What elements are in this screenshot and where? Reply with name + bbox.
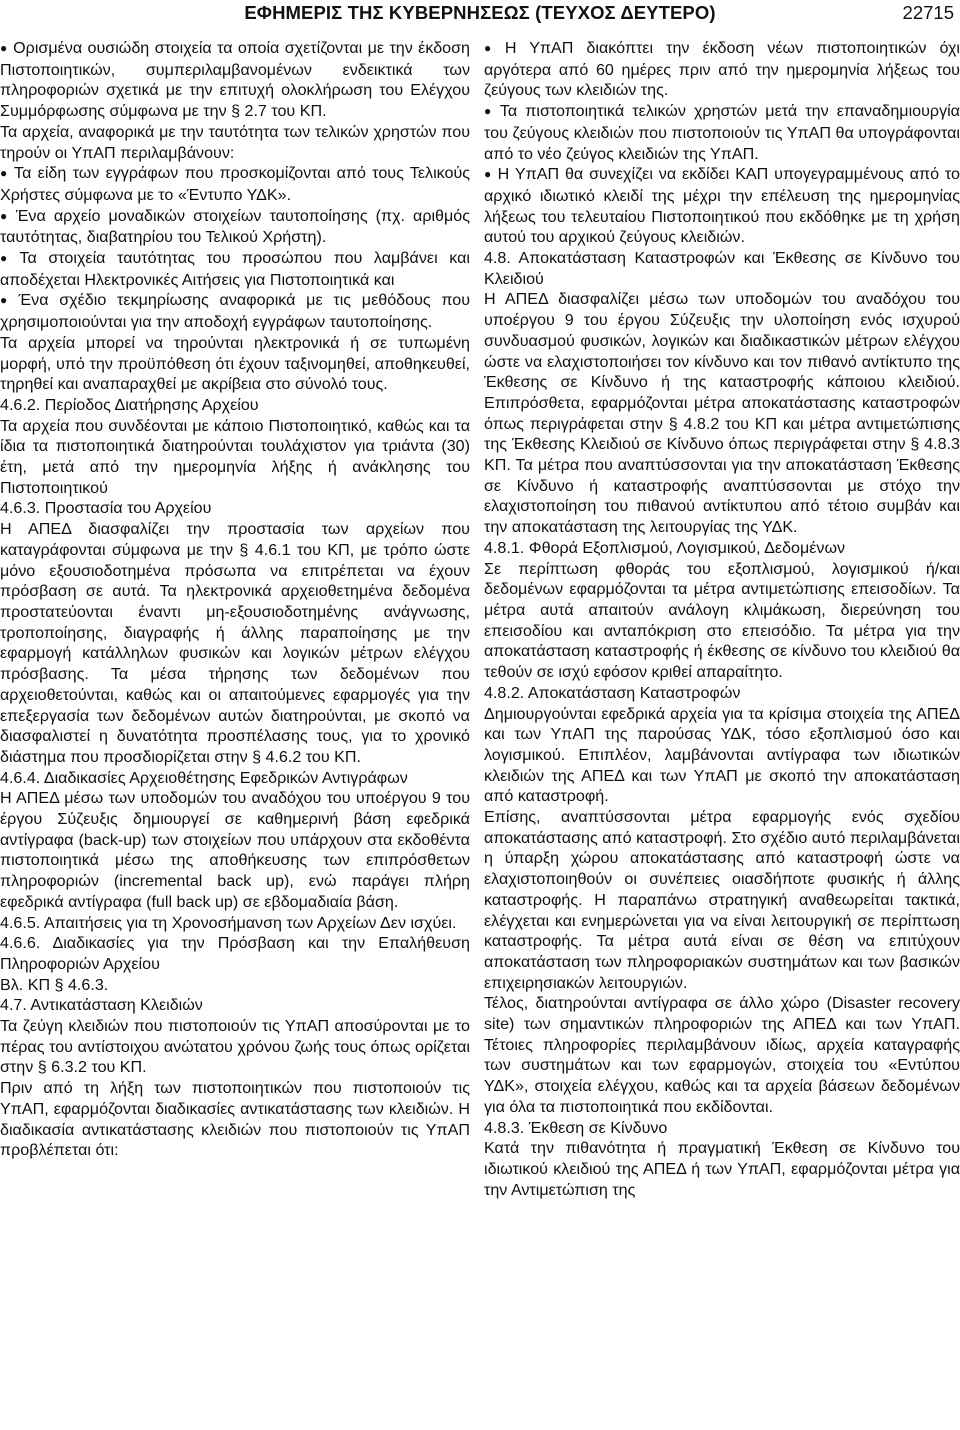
paragraph: Τα αρχεία, αναφορικά με την ταυτότητα των τελικών χρηστών που τηρούν οι ΥπΑΠ περιλαμβάνουν:	[0, 122, 470, 162]
bullet-paragraph: ● Τα πιστοποιητικά τελικών χρηστών μετά την επαναδημιουργία του ζεύγους κλειδιών που πιστοποιούν τις ΥπΑΠ θα υπογράφονται από το νέο ζεύγος κλειδιών της ΥπΑΠ.	[484, 101, 960, 164]
paragraph: 4.7. Αντικατάσταση Κλειδιών	[0, 996, 203, 1015]
bullet-paragraph: ● Ένα σχέδιο τεκμηρίωσης αναφορικά με τις μεθόδους που χρησιμοποιούνται για την αποδοχή εγγράφων ταυτοποίησης.	[0, 290, 470, 332]
paragraph: 4.6.3. Προστασία του Αρχείου	[0, 499, 212, 518]
paragraph: Δημιουργούνται εφεδρικά αρχεία για τα κρίσιμα στοιχεία της ΑΠΕΔ και των ΥπΑΠ της παρούσας ΥΔΚ, τόσο εξοπλισμού όσο και λογισμικού. Επιπλέον, λαμβάνονται αντίγραφα των ιδιωτικών κλειδιών της ΑΠΕΔ και των ΥπΑΠ με σκοπό την αποκατάσταση από καταστροφή.	[484, 704, 960, 806]
paragraph: Η ΑΠΕΔ διασφαλίζει την προστασία των αρχείων που καταγράφονται σύμφωνα με την § 4.6.1 του ΚΠ, με τρόπο ώστε μόνο εξουσιοδοτημένα πρόσωπα να επιτρέπεται να έχουν πρόσβαση σε αυτά. Τα ηλεκτρονικά αρχειοθετημένα δεδομένα προστατεύονται έναντι μη-εξουσιοδοτημένης ανάγνωσης, τροποποίησης, διαγραφής ή άλλης παραποίησης με την εφαρμογή κατάλληλων φυσικών και λογικών μέτρων ελέγχου πρόσβασης. Τα μέσα τήρησης των δεδομένων που αρχειοθετούνται, καθώς και οι απαιτούμενες εφαρμογές για την επεξεργασία των δεδομένων αυτών διατηρούνται, με σκοπό να διασφαλιστεί η δυνατότητα προσπέλασης τους, για το χρονικό διάστημα που προσδιορίζεται στην § 4.6.2 του ΚΠ.	[0, 520, 470, 766]
page-number: 22715	[902, 2, 954, 23]
gazette-title: ΕΦΗΜΕΡΙΣ ΤΗΣ ΚΥΒΕΡΝΗΣΕΩΣ (ΤΕΥΧΟΣ ΔΕΥΤΕΡΟ)	[244, 2, 716, 23]
paragraph: Η ΑΠΕΔ διασφαλίζει μέσω των υποδομών του αναδόχου του υποέργου 9 του έργου Σύζευξις την υλοποίηση ενός ισχυρού συνδυασμού φυσικών, λογικών και διαδικαστικών μέτρων ελέγχου ώστε να ελαχιστοποιήσει τον κίνδυνο και τον πιθανό αντίκτυπο της Έκθεσης σε Κίνδυνο ή της καταστροφής κάποιου κλειδιού. Επιπρόσθετα, εφαρμόζονται μέτρα αποκατάστασης καταστροφών όπως περιγράφεται στην § 4.8.2 του ΚΠ και μέτρα αντιμετώπισης της Έκθεσης Κλειδιού σε Κίνδυνο όπως περιγράφεται στην § 4.8.3 ΚΠ. Τα μέτρα που αναπτύσσονται για την αποκατάσταση Έκθεσης σε Κίνδυνο ή καταστροφής αναπτύσσονται με στόχο την ελαχιστοποίηση του πιθανού αντίκτυπου από τέτοιο συμβάν και την αποκατάσταση της λειτουργίας της ΥΔΚ.	[484, 290, 960, 537]
paragraph: 4.8.1. Φθορά Εξοπλισμού, Λογισμικού, Δεδομένων	[484, 538, 846, 557]
bullet-paragraph: ● Τα στοιχεία ταυτότητας του προσώπου που λαμβάνει και αποδέχεται Ηλεκτρονικές Αιτήσεις για Πιστοποιητικά και	[0, 248, 470, 290]
paragraph: 4.6.6. Διαδικασίες για την Πρόσβαση και την Επαλήθευση Πληροφοριών Αρχείου	[0, 934, 470, 973]
bullet-paragraph: ● Τα είδη των εγγράφων που προσκομίζονται από τους Τελικούς Χρήστες σύμφωνα με το «Έντυπο ΥΔΚ».	[0, 163, 470, 205]
paragraph: Τέλος, διατηρούνται αντίγραφα σε άλλο χώρο (Disaster recovery site) των σημαντικών πληροφοριών της ΑΠΕΔ και των ΥπΑΠ. Τέτοιες πληροφορίες περιλαμβάνουν ιδίως, αρχεία καταγραφής των συστημάτων και των εφαρμογών, στοιχεία του «Εντύπου ΥΔΚ», στοιχεία ελέγχου, καθώς και τα αρχεία βάσεων δεδομένων για όλα τα πιστοποιητικά που εκδίδονται.	[484, 994, 960, 1116]
page-header	[0, 0, 960, 30]
paragraph: 4.6.4. Διαδικασίες Αρχειοθέτησης Εφεδρικών Αντιγράφων	[0, 768, 408, 787]
paragraph: Βλ. ΚΠ § 4.6.3.	[0, 975, 109, 994]
paragraph: Κατά την πιθανότητα ή πραγματική Έκθεση σε Κίνδυνο του ιδιωτικού κλειδιού της ΑΠΕΔ ή των ΥπΑΠ, εφαρμόζονται μέτρα για την Αντιμετώπιση της	[484, 1139, 960, 1199]
paragraph: Τα αρχεία μπορεί να τηρούνται ηλεκτρονικά ή σε τυπωμένη μορφή, υπό την προϋπόθεση ότι έχουν ταξινομηθεί, αποθηκευθεί, τηρηθεί και αναπαραχθεί με ακρίβεια στο σύνολό τους.	[0, 333, 470, 394]
paragraph: Πριν από τη λήξη των πιστοποιητικών που πιστοποιούν τις ΥπΑΠ, εφαρμόζονται διαδικασίες αντικατάστασης των κλειδιών. Η διαδικασία αντικατάστασης κλειδιών που πιστοποιούν τις ΥπΑΠ προβλέπεται ότι:	[0, 1079, 470, 1160]
paragraph: 4.8.3. Έκθεση σε Κίνδυνο	[484, 1118, 668, 1137]
bullet-paragraph: ● Η ΥπΑΠ θα συνεχίζει να εκδίδει ΚΑΠ υπογεγραμμένους από το αρχικό ιδιωτικό κλειδί της μέχρι την επέλευση της ημερομηνίας λήξεως του τελευταίου Πιστοποιητικού που εκδόθηκε με τη χρήση αυτού του αρχικού ζεύγους κλειδιών.	[484, 164, 960, 248]
paragraph: Σε περίπτωση φθοράς του εξοπλισμού, λογισμικού ή/και δεδομένων εφαρμόζονται τα μέτρα αντιμετώπισης επεισοδίων. Τα μέτρα αυτά απαιτούν ανάλογη κλιμάκωση, διερεύνηση του επεισοδίου και ανταπόκριση στο επεισόδιο. Τα μέτρα για την αποκατάσταση καταστροφής ή έκθεσης σε κίνδυνο του κλειδιού θα τεθούν σε ισχύ εφόσον κριθεί απαραίτητο.	[484, 559, 960, 682]
left-column	[0, 38, 470, 1161]
right-column	[484, 38, 960, 1200]
paragraph: 4.8. Αποκατάσταση Καταστροφών και Έκθεσης σε Κίνδυνο του Κλειδιού	[484, 249, 960, 288]
paragraph: Τα αρχεία που συνδέονται με κάποιο Πιστοποιητικό, καθώς και τα ίδια τα πιστοποιητικά διατηρούνται τουλάχιστον για τριάντα (30) έτη, μετά από την ημερομηνία λήξης ή ανάκλησης του Πιστοποιητικού	[0, 416, 470, 497]
bullet-paragraph: ● Ένα αρχείο μοναδικών στοιχείων ταυτοποίησης (πχ. αριθμός ταυτότητας, διαβατηρίου του Τελικού Χρήστη).	[0, 206, 470, 248]
paragraph: Επίσης, αναπτύσσονται μέτρα εφαρμογής ενός σχεδίου αποκατάστασης από καταστροφή. Στο σχέδιο αυτό περιλαμβάνεται η ύπαρξη χώρου αποκατάστασης από καταστροφή ώστε να ελαχιστοποιηθούν οι συνέπειες οιασδήποτε φυσικής ή άλλης καταστροφής. Η παραπάνω στρατηγική αναθεωρείται τακτικά, ελέγχεται και ενημερώνεται για να είναι λειτουργική σε περίπτωση καταστροφής. Τα μέτρα αυτά είναι σε θέση να επιτύχουν αποκατάσταση των πληροφοριακών συστημάτων και των βασικών επιχειρησιακών λειτουργιών.	[484, 808, 960, 992]
paragraph: 4.8.2. Αποκατάσταση Καταστροφών	[484, 683, 741, 702]
paragraph: 4.6.5. Απαιτήσεις για τη Χρονοσήμανση των Αρχείων Δεν ισχύει.	[0, 913, 457, 932]
paragraph: Η ΑΠΕΔ μέσω των υποδομών του αναδόχου του υποέργου 9 του έργου Σύζευξις δημιουργεί σε καθημερινή βάση εφεδρικά αντίγραφα (back-up) των στοιχείων που υπάρχουν στα εκδοθέντα πιστοποιητικά μέσω της αποθήκευσης των επιπρόσθετων πληροφοριών (incremental back up), ενώ παράγει πλήρη εφεδρικά αντίγραφα (full back up) σε εβδομαδιαία βάση.	[0, 789, 470, 911]
bullet-paragraph: ● Η ΥπΑΠ διακόπτει την έκδοση νέων πιστοποιητικών όχι αργότερα από 60 ημέρες πριν από την ημερομηνία λήξεως του ζεύγους των κλειδιών της.	[484, 38, 960, 101]
paragraph: Τα ζεύγη κλειδιών που πιστοποιούν τις ΥπΑΠ αποσύρονται με το πέρας του αντίστοιχου ανώτατου χρόνου ζωής τους όπως ορίζεται στην § 6.3.2 του ΚΠ.	[0, 1017, 470, 1077]
paragraph: 4.6.2. Περίοδος Διατήρησης Αρχείου	[0, 395, 259, 414]
bullet-paragraph: ● Ορισμένα ουσιώδη στοιχεία τα οποία σχετίζονται με την έκδοση Πιστοποιητικών, συμπεριλαμβανομένων ενδεικτικά των πληροφοριών σχετικά με την επιτυχή ολοκλήρωση του Ελέγχου Συμμόρφωσης σύμφωνα με την § 2.7 του ΚΠ.	[0, 38, 470, 122]
